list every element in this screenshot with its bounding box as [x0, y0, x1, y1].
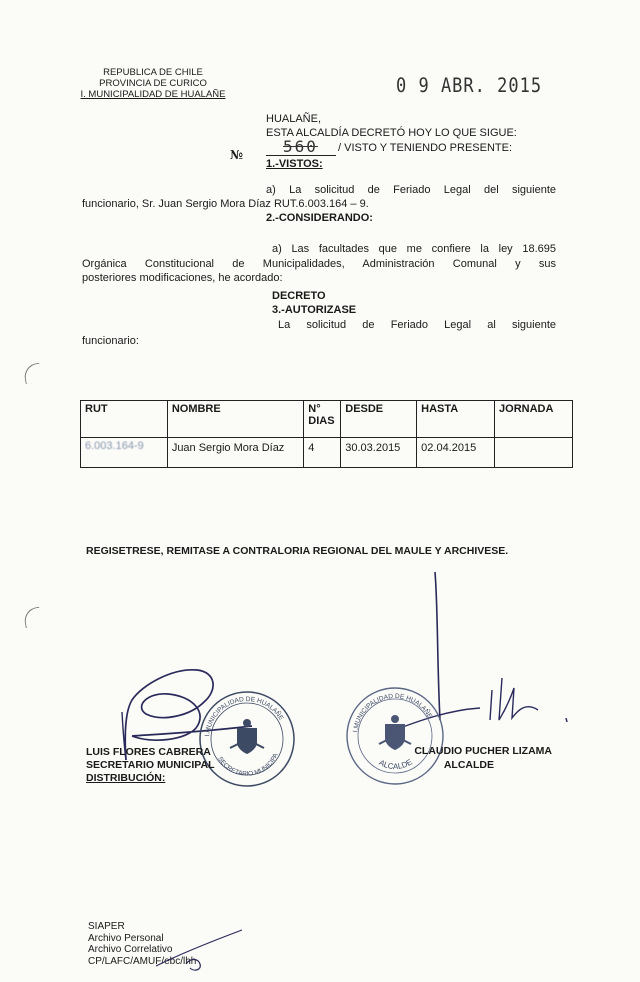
nombre-value: Juan Sergio Mora Díaz — [171, 442, 285, 454]
cell-dias: 4 — [304, 438, 341, 468]
mayor-block — [400, 744, 552, 772]
rut-value: 6.003.164-9 — [85, 440, 144, 452]
considerando-text-a: a) Las facultades que me confiere la ley 18.695 — [272, 243, 556, 255]
seal-right-bottom-text: ALCALDE — [377, 757, 414, 772]
seal-left-bottom-text: SECRETARIO MUNICIPA — [216, 752, 280, 778]
vistos-text-b: funcionario, Sr. Juan Sergio Mora Díaz RUT.6.003.164 – 9. — [82, 198, 369, 210]
considerando-text-c: posteriores modificaciones, he acordado: — [82, 272, 283, 284]
initials-scribble — [150, 924, 250, 974]
cell-hasta: 02.04.2015 — [417, 438, 495, 468]
punch-hole — [22, 607, 42, 629]
place-line: HUALAÑE, — [266, 113, 322, 125]
decreto-text-b: funcionario: — [82, 335, 139, 347]
seal-left-top-text: I.MUNICIPALIDAD DE HUALAÑE — [204, 695, 285, 737]
autorizase-heading: 3.-AUTORIZASE — [272, 304, 357, 316]
cell-nombre — [167, 438, 303, 468]
closing-statement: REGISETRESE, REMITASE A CONTRALORIA REGIONAL DEL MAULE Y ARCHIVESE. — [86, 545, 509, 557]
decreto-text-a: La solicitud de Feriado Legal al siguiente — [278, 319, 556, 331]
date-stamp: 0 9 ABR. 2015 — [396, 74, 543, 98]
col-header-rut: RUT — [81, 401, 168, 438]
list-item: SIAPER — [88, 921, 125, 932]
cell-jornada — [495, 438, 573, 468]
col-header-dias: N° DIAS — [304, 401, 341, 438]
vistos-text-a: a) La solicitud de Feriado Legal del siguiente — [266, 184, 556, 196]
visto-line: / VISTO Y TENIENDO PRESENTE: — [338, 142, 513, 154]
mayor-seal — [343, 684, 447, 788]
punch-hole — [22, 363, 42, 385]
distribution-heading: DISTRIBUCIÓN: — [86, 772, 166, 784]
secretary-name: LUIS FLORES CABRERA — [86, 746, 211, 758]
table-row — [81, 438, 573, 468]
municipality-header — [78, 67, 228, 100]
considerando-heading: 2.-CONSIDERANDO: — [266, 212, 373, 224]
considerando-text-b: Orgánica Constitucional de Municipalidades, Administración Comunal y sus — [82, 258, 556, 270]
header-country: REPUBLICA DE CHILE — [103, 67, 203, 78]
decree-line: ESTA ALCALDÍA DECRETÓ HOY LO QUE SIGUE: — [266, 127, 517, 139]
table-header-row — [81, 401, 573, 438]
secretary-title: SECRETARIO MUNICIPAL — [86, 759, 215, 771]
list-item: Archivo Correlativo — [88, 944, 173, 955]
header-municipality: I. MUNICIPALIDAD DE HUALAÑE — [80, 89, 226, 100]
decree-number-underline — [266, 155, 336, 156]
col-header-hasta: HASTA — [417, 401, 495, 438]
decree-number: 560 — [283, 137, 318, 156]
list-item: CP/LAFC/AMUF/ebc/lhh — [88, 955, 197, 967]
decreto-heading: DECRETO — [272, 290, 326, 302]
col-header-jornada: JORNADA — [495, 401, 573, 438]
vistos-heading: 1.-VISTOS: — [266, 158, 323, 170]
col-header-desde: DESDE — [341, 401, 417, 438]
cell-rut — [81, 438, 168, 468]
seal-right-top-text: I.MUNICIPALIDAD DE HUALAÑE — [352, 692, 434, 733]
col-header-nombre: NOMBRE — [167, 401, 303, 438]
cell-desde: 30.03.2015 — [341, 438, 417, 468]
feriado-table — [80, 400, 573, 468]
mayor-title: ALCALDE — [443, 759, 494, 771]
header-province: PROVINCIA DE CURICO — [99, 78, 207, 89]
coat-of-arms-icon — [230, 719, 264, 754]
list-item: Archivo Personal — [88, 932, 164, 944]
mayor-name: CLAUDIO PUCHER LIZAMA — [414, 745, 552, 757]
margin-mark: № — [230, 148, 244, 162]
secretary-block — [86, 746, 215, 785]
